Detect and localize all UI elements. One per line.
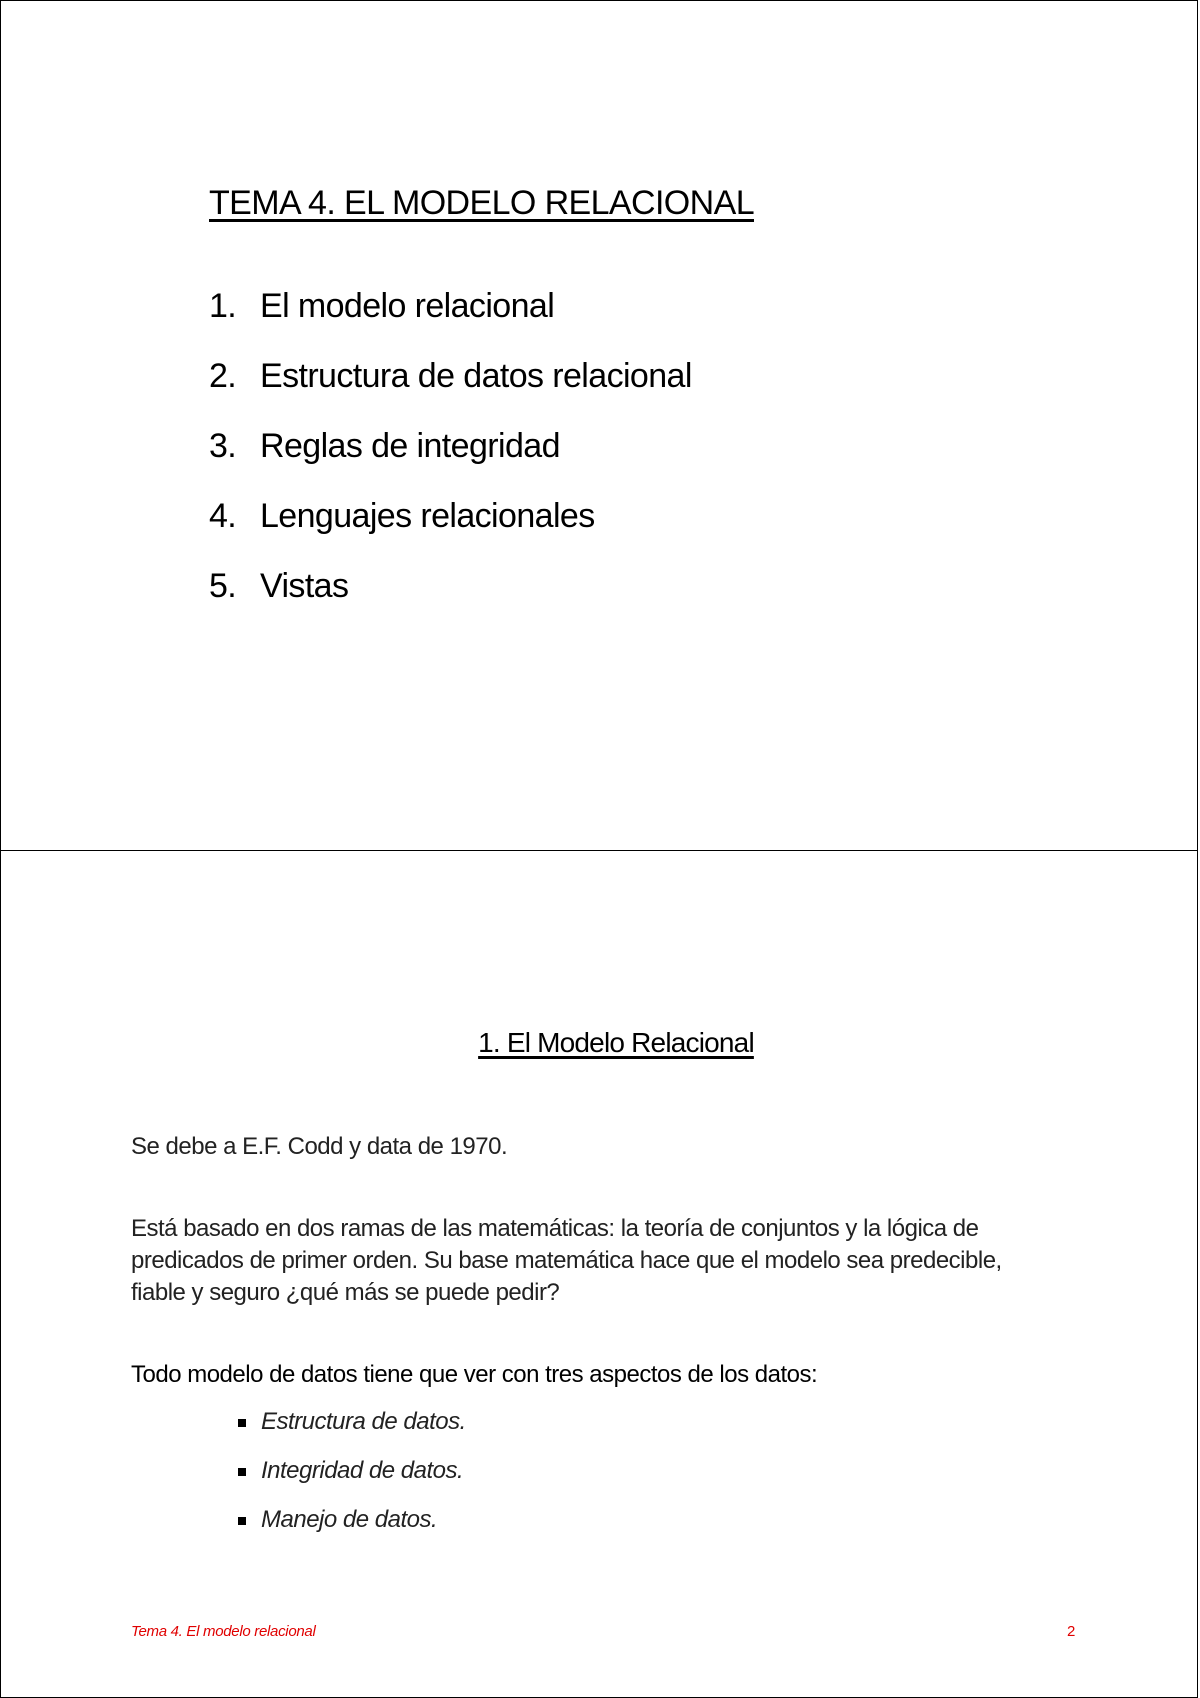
slide-1-title: TEMA 4. EL MODELO RELACIONAL: [209, 184, 754, 222]
square-bullet-icon: [238, 1468, 246, 1476]
aspects-list-item: [238, 1506, 466, 1555]
aspects-list-item: [238, 1408, 466, 1457]
aspects-list-item: [238, 1457, 466, 1506]
outline-item-number: 5.: [209, 567, 237, 605]
square-bullet-icon: [238, 1517, 246, 1525]
slide-2-title: 1. El Modelo Relacional: [478, 1027, 754, 1058]
page-number: 2: [1067, 1623, 1076, 1640]
outline-item: [209, 357, 692, 427]
outline-item-text: Reglas de integridad: [260, 427, 560, 465]
outline-item-number: 3.: [209, 427, 237, 465]
outline-item: [209, 497, 692, 567]
square-bullet-icon: [238, 1419, 246, 1427]
outline-item-text: Estructura de datos relacional: [260, 357, 692, 395]
outline-item-number: 2.: [209, 357, 237, 395]
outline-item-text: El modelo relacional: [260, 287, 555, 325]
intro-paragraph: Se debe a E.F. Codd y data de 1970.: [131, 1133, 508, 1160]
aspects-list-item-text: Estructura de datos.: [261, 1408, 466, 1435]
aspects-paragraph: Todo modelo de datos tiene que ver con tres aspectos de los datos:: [131, 1361, 818, 1388]
footer-title: Tema 4. El modelo relacional: [131, 1623, 316, 1640]
outline-item: [209, 287, 692, 357]
outline-item: [209, 567, 692, 637]
outline-item-text: Vistas: [260, 567, 349, 605]
outline-item-number: 1.: [209, 287, 237, 325]
aspects-list: [238, 1408, 466, 1555]
outline-item-text: Lenguajes relacionales: [260, 497, 595, 535]
basis-paragraph: Está basado en dos ramas de las matemáticas: la teoría de conjuntos y la lógica de predicados de primer orden. Su base matemática hace que el modelo sea predecible, fiable y seguro ¿qué más se puede pedir?: [131, 1215, 1002, 1306]
outline-item: [209, 427, 692, 497]
outline-item-number: 4.: [209, 497, 237, 535]
aspects-list-item-text: Manejo de datos.: [261, 1506, 438, 1533]
slide-2: [0, 850, 1198, 1698]
outline-list: [209, 287, 692, 637]
aspects-list-item-text: Integridad de datos.: [261, 1457, 464, 1484]
